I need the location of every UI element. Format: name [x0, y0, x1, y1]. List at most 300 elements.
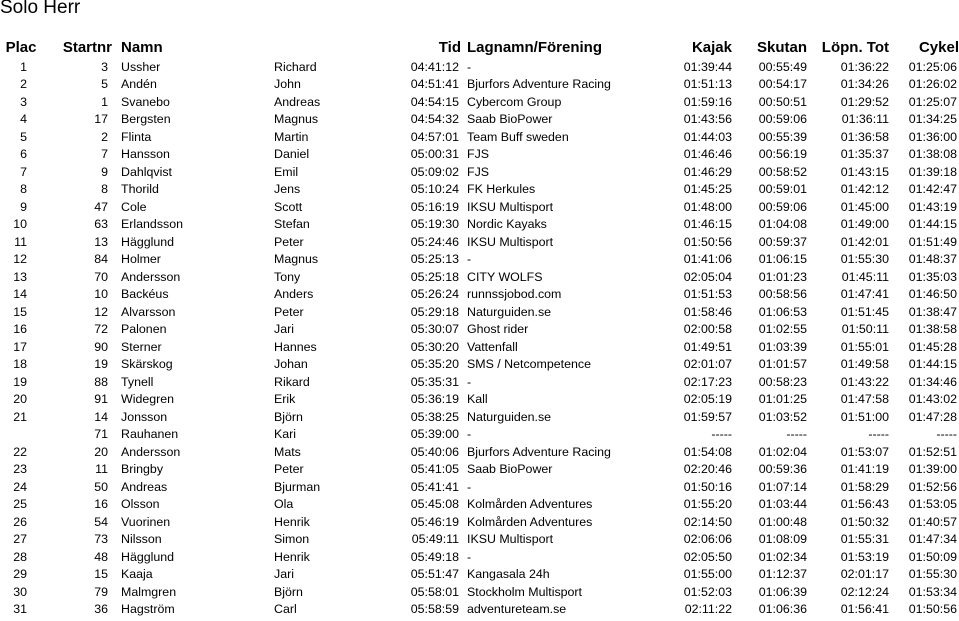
cell-plac: 28	[13, 549, 27, 564]
cell-kajak: 01:39:44	[683, 59, 732, 74]
cell-surname: Erlandsson	[121, 217, 183, 232]
cell-kajak: 01:54:08	[683, 444, 732, 459]
cell-team: runnssjobod.com	[467, 287, 562, 302]
cell-skutan: 01:03:44	[758, 497, 807, 512]
cell-firstname: Peter	[274, 462, 304, 477]
cell-skutan: 01:02:04	[758, 444, 807, 459]
table-row	[0, 513, 959, 531]
cell-skutan: 01:06:39	[758, 584, 807, 599]
results-body	[0, 58, 959, 618]
cell-surname: Tynell	[121, 374, 154, 389]
cell-cykel: 01:36:00	[908, 129, 957, 144]
cell-team: -	[467, 427, 472, 442]
page-title: Solo Herr	[0, 0, 81, 18]
cell-lopn-tot: 01:58:29	[840, 479, 889, 494]
cell-cykel: 01:53:34	[908, 584, 957, 599]
cell-plac: 15	[13, 304, 27, 319]
cell-firstname: Jens	[274, 182, 301, 197]
results-table	[0, 36, 959, 618]
cell-team: Naturguiden.se	[467, 409, 552, 424]
cell-lopn-tot: 01:45:00	[840, 199, 889, 214]
cell-startnr: 11	[95, 462, 108, 477]
cell-surname: Flinta	[121, 129, 152, 144]
cell-kajak: -----	[711, 427, 732, 442]
table-row	[0, 426, 959, 444]
cell-firstname: Daniel	[274, 147, 310, 162]
cell-firstname: Carl	[274, 602, 297, 617]
cell-plac: 31	[13, 602, 27, 617]
cell-firstname: Jari	[274, 567, 294, 582]
cell-lopn-tot: 01:47:41	[840, 287, 889, 302]
cell-tid: 05:35:20	[410, 357, 459, 372]
cell-skutan: 01:06:15	[758, 252, 807, 267]
cell-kajak: 02:01:07	[683, 357, 732, 372]
cell-startnr: 9	[101, 164, 108, 179]
cell-team: FJS	[467, 147, 490, 162]
cell-plac: 4	[20, 112, 27, 127]
cell-kajak: 02:06:06	[683, 532, 732, 547]
cell-startnr: 54	[94, 514, 108, 529]
cell-tid: 05:39:00	[410, 427, 459, 442]
cell-team: IKSU Multisport	[467, 532, 554, 547]
cell-startnr: 88	[94, 374, 108, 389]
cell-surname: Thorild	[121, 182, 159, 197]
cell-tid: 05:29:18	[410, 304, 459, 319]
table-row	[0, 496, 959, 514]
cell-kajak: 01:59:57	[683, 409, 732, 424]
cell-plac: 27	[13, 532, 27, 547]
cell-skutan: 01:06:53	[758, 304, 807, 319]
cell-kajak: 02:05:04	[683, 269, 732, 284]
cell-tid: 05:45:08	[410, 497, 459, 512]
cell-startnr: 10	[94, 287, 108, 302]
cell-surname: Andreas	[121, 479, 168, 494]
cell-lopn-tot: 01:42:01	[840, 234, 889, 249]
cell-team: IKSU Multisport	[467, 234, 554, 249]
table-row	[0, 461, 959, 479]
cell-tid: 05:00:31	[410, 147, 459, 162]
cell-firstname: Peter	[274, 304, 304, 319]
cell-lopn-tot: 02:12:24	[840, 584, 889, 599]
cell-surname: Vuorinen	[121, 514, 171, 529]
cell-startnr: 16	[94, 497, 108, 512]
cell-skutan: 00:56:19	[758, 147, 807, 162]
cell-tid: 05:38:25	[410, 409, 459, 424]
cell-tid: 05:41:05	[410, 462, 459, 477]
table-row	[0, 76, 959, 94]
cell-firstname: Mats	[274, 444, 301, 459]
cell-plac: 7	[20, 164, 27, 179]
cell-cykel: 01:51:49	[908, 234, 957, 249]
cell-cykel: 01:52:56	[908, 479, 957, 494]
cell-startnr: 13	[94, 234, 108, 249]
cell-lopn-tot: 01:45:11	[841, 269, 889, 284]
table-row	[0, 531, 959, 549]
header-skutan: Skutan	[756, 38, 807, 56]
header-startnr: Startnr	[62, 38, 112, 56]
cell-cykel: 01:38:08	[908, 147, 957, 162]
cell-tid: 05:40:06	[410, 444, 459, 459]
cell-tid: 04:57:01	[410, 129, 459, 144]
cell-skutan: 00:59:01	[758, 182, 807, 197]
cell-lopn-tot: 01:55:01	[840, 339, 889, 354]
cell-surname: Hägglund	[121, 549, 175, 564]
cell-kajak: 02:05:50	[683, 549, 732, 564]
cell-team: Nordic Kayaks	[467, 217, 547, 232]
cell-cykel: 01:34:46	[908, 374, 957, 389]
cell-kajak: 01:58:46	[683, 304, 732, 319]
table-row	[0, 566, 959, 584]
cell-startnr: 47	[94, 199, 108, 214]
table-row	[0, 601, 959, 619]
cell-cykel: 01:52:51	[908, 444, 957, 459]
cell-team: FJS	[467, 164, 490, 179]
cell-kajak: 01:46:29	[683, 164, 732, 179]
table-row	[0, 286, 959, 304]
cell-startnr: 3	[101, 59, 108, 74]
cell-surname: Andersson	[121, 444, 181, 459]
cell-team: -	[467, 59, 472, 74]
cell-firstname: Bjurman	[274, 479, 321, 494]
cell-cykel: 01:42:47	[908, 182, 957, 197]
cell-firstname: Rikard	[274, 374, 310, 389]
cell-plac: 9	[20, 199, 27, 214]
cell-lopn-tot: 01:56:41	[840, 602, 889, 617]
cell-tid: 05:16:19	[410, 199, 459, 214]
cell-startnr: 79	[94, 584, 108, 599]
cell-surname: Hansson	[121, 147, 170, 162]
cell-cykel: -----	[936, 427, 957, 442]
cell-surname: Sterner	[121, 339, 162, 354]
cell-team: -	[467, 252, 472, 267]
cell-tid: 05:58:59	[410, 602, 459, 617]
cell-cykel: 01:43:02	[908, 392, 957, 407]
cell-surname: Nilsson	[121, 532, 162, 547]
table-row	[0, 128, 959, 146]
cell-plac: 13	[13, 269, 27, 284]
cell-plac: 21	[13, 409, 27, 424]
cell-tid: 05:25:18	[410, 269, 459, 284]
cell-skutan: -----	[786, 427, 807, 442]
cell-surname: Kaaja	[121, 567, 153, 582]
header-firstname	[274, 36, 378, 58]
cell-tid: 05:30:07	[410, 322, 459, 337]
table-row	[0, 163, 959, 181]
cell-skutan: 00:59:36	[758, 462, 807, 477]
cell-lopn-tot: 01:53:19	[840, 549, 889, 564]
cell-lopn-tot: 01:53:07	[840, 444, 889, 459]
cell-tid: 04:51:41	[410, 77, 459, 92]
header-kajak: Kajak	[691, 38, 732, 56]
cell-surname: Skärskog	[121, 357, 173, 372]
table-header-row	[0, 36, 959, 58]
cell-skutan: 00:54:17	[758, 77, 807, 92]
cell-team: Bjurfors Adventure Racing	[467, 444, 611, 459]
cell-startnr: 12	[94, 304, 108, 319]
cell-team: adventureteam.se	[467, 602, 567, 617]
cell-cykel: 01:43:19	[908, 199, 957, 214]
cell-skutan: 01:04:08	[758, 217, 807, 232]
cell-skutan: 01:03:39	[758, 339, 807, 354]
header-tid: Tid	[438, 38, 461, 56]
cell-firstname: Jari	[274, 322, 294, 337]
cell-firstname: Björn	[274, 584, 303, 599]
cell-surname: Rauhanen	[121, 427, 179, 442]
cell-cykel: 01:44:15	[908, 357, 957, 372]
cell-firstname: Johan	[274, 357, 308, 372]
table-row	[0, 233, 959, 251]
cell-plac: 30	[13, 584, 27, 599]
table-row	[0, 268, 959, 286]
cell-team: Kall	[467, 392, 488, 407]
cell-plac: 20	[13, 392, 27, 407]
cell-team: SMS / Netcompetence	[467, 357, 591, 372]
cell-startnr: 73	[94, 532, 108, 547]
cell-surname: Bergsten	[121, 112, 171, 127]
cell-startnr: 15	[94, 567, 108, 582]
cell-tid: 05:09:02	[410, 164, 459, 179]
cell-startnr: 1	[101, 94, 108, 109]
cell-team: Cybercom Group	[467, 94, 562, 109]
cell-kajak: 01:52:03	[683, 584, 732, 599]
cell-firstname: Andreas	[274, 94, 321, 109]
cell-skutan: 00:55:39	[758, 129, 807, 144]
table-row	[0, 478, 959, 496]
cell-cykel: 01:38:58	[908, 322, 957, 337]
cell-skutan: 00:59:37	[758, 234, 807, 249]
cell-lopn-tot: 01:49:58	[840, 357, 889, 372]
header-lagnamn: Lagnamn/Förening	[467, 38, 602, 56]
table-row	[0, 111, 959, 129]
cell-firstname: Henrik	[274, 549, 310, 564]
cell-lopn-tot: 01:29:52	[840, 94, 889, 109]
cell-team: Stockholm Multisport	[467, 584, 582, 599]
cell-firstname: Martin	[274, 129, 309, 144]
cell-firstname: Hannes	[274, 339, 317, 354]
cell-team: Vattenfall	[467, 339, 518, 354]
cell-lopn-tot: -----	[868, 427, 889, 442]
cell-team: Ghost rider	[467, 322, 529, 337]
cell-plac: 19	[13, 374, 27, 389]
cell-tid: 05:25:13	[410, 252, 459, 267]
cell-kajak: 01:51:13	[683, 77, 732, 92]
cell-kajak: 01:41:06	[683, 252, 732, 267]
table-row	[0, 338, 959, 356]
table-row	[0, 303, 959, 321]
cell-skutan: 00:50:51	[758, 94, 807, 109]
cell-team: CITY WOLFS	[467, 269, 543, 284]
cell-lopn-tot: 01:47:58	[840, 392, 889, 407]
cell-surname: Ussher	[121, 59, 161, 74]
table-row	[0, 146, 959, 164]
cell-cykel: 01:53:05	[908, 497, 957, 512]
cell-surname: Hägglund	[121, 234, 175, 249]
cell-firstname: Erik	[274, 392, 296, 407]
cell-team: Kangasala 24h	[467, 567, 550, 582]
table-row	[0, 443, 959, 461]
cell-surname: Svanebo	[121, 94, 170, 109]
cell-plac: 2	[20, 77, 27, 92]
table-row	[0, 251, 959, 269]
cell-team: Saab BioPower	[467, 462, 553, 477]
cell-cykel: 01:45:28	[908, 339, 957, 354]
cell-surname: Jonsson	[121, 409, 168, 424]
cell-tid: 04:54:15	[410, 94, 459, 109]
cell-firstname: Kari	[274, 427, 297, 442]
cell-lopn-tot: 01:42:12	[840, 182, 889, 197]
table-row	[0, 58, 959, 76]
cell-firstname: Anders	[274, 287, 314, 302]
cell-plac	[0, 426, 42, 444]
cell-team: IKSU Multisport	[467, 199, 554, 214]
cell-cykel: 01:34:25	[908, 112, 957, 127]
table-row	[0, 373, 959, 391]
cell-surname: Dahlqvist	[121, 164, 172, 179]
cell-lopn-tot: 01:55:30	[840, 252, 889, 267]
cell-tid: 05:49:11	[411, 532, 459, 547]
cell-skutan: 01:08:09	[758, 532, 807, 547]
cell-cykel: 01:40:57	[908, 514, 957, 529]
cell-startnr: 5	[101, 77, 108, 92]
cell-skutan: 00:58:23	[758, 374, 807, 389]
cell-startnr: 17	[94, 112, 108, 127]
cell-skutan: 00:58:56	[758, 287, 807, 302]
cell-plac: 14	[13, 287, 27, 302]
cell-lopn-tot: 01:34:26	[840, 77, 889, 92]
cell-surname: Cole	[121, 199, 147, 214]
table-row	[0, 181, 959, 199]
table-row	[0, 583, 959, 601]
cell-lopn-tot: 01:51:00	[840, 409, 889, 424]
cell-plac: 23	[13, 462, 27, 477]
cell-lopn-tot: 01:36:11	[841, 112, 889, 127]
cell-plac: 17	[13, 339, 27, 354]
table-row	[0, 356, 959, 374]
cell-startnr: 90	[94, 339, 108, 354]
cell-plac: 29	[13, 567, 27, 582]
cell-firstname: Peter	[274, 234, 304, 249]
cell-team: Bjurfors Adventure Racing	[467, 77, 611, 92]
cell-cykel: 01:46:50	[908, 287, 957, 302]
cell-skutan: 01:02:34	[758, 549, 807, 564]
cell-startnr: 72	[94, 322, 108, 337]
cell-kajak: 02:05:19	[683, 392, 732, 407]
cell-lopn-tot: 01:41:19	[840, 462, 889, 477]
cell-plac: 8	[20, 182, 27, 197]
cell-startnr: 91	[94, 392, 108, 407]
cell-lopn-tot: 01:36:22	[840, 59, 889, 74]
cell-plac: 6	[20, 147, 27, 162]
cell-tid: 04:41:12	[410, 59, 459, 74]
cell-lopn-tot: 01:55:31	[840, 532, 889, 547]
cell-tid: 05:19:30	[410, 217, 459, 232]
header-plac: Plac	[5, 38, 37, 56]
table-row	[0, 216, 959, 234]
cell-tid: 05:51:47	[410, 567, 459, 582]
cell-plac: 18	[13, 357, 27, 372]
cell-startnr: 7	[101, 147, 108, 162]
cell-skutan: 00:58:52	[758, 164, 807, 179]
cell-lopn-tot: 01:50:32	[840, 514, 889, 529]
cell-cykel: 01:38:47	[908, 304, 957, 319]
cell-startnr: 70	[94, 269, 108, 284]
cell-team: -	[467, 549, 472, 564]
cell-skutan: 01:03:52	[758, 409, 807, 424]
cell-lopn-tot: 02:01:17	[840, 567, 889, 582]
cell-tid: 05:58:01	[410, 584, 459, 599]
cell-firstname: Scott	[274, 199, 303, 214]
table-row	[0, 93, 959, 111]
cell-lopn-tot: 01:56:43	[840, 497, 889, 512]
cell-lopn-tot: 01:43:22	[840, 374, 889, 389]
cell-lopn-tot: 01:50:11	[841, 322, 889, 337]
cell-plac: 1	[20, 59, 27, 74]
table-row	[0, 548, 959, 566]
cell-team: FK Herkules	[467, 182, 536, 197]
cell-plac: 11	[14, 234, 27, 249]
cell-kajak: 01:59:16	[683, 94, 732, 109]
cell-plac: 22	[13, 444, 27, 459]
cell-cykel: 01:55:30	[908, 567, 957, 582]
cell-kajak: 02:14:50	[683, 514, 732, 529]
cell-cykel: 01:25:06	[908, 59, 957, 74]
cell-surname: Palonen	[121, 322, 167, 337]
cell-cykel: 01:47:34	[908, 532, 957, 547]
cell-plac: 3	[20, 94, 27, 109]
cell-kajak: 01:43:56	[683, 112, 732, 127]
cell-plac: 16	[13, 322, 27, 337]
cell-lopn-tot: 01:49:00	[840, 217, 889, 232]
cell-surname: Andén	[121, 77, 157, 92]
cell-startnr: 63	[94, 217, 108, 232]
cell-team: -	[467, 374, 472, 389]
cell-tid: 05:41:41	[410, 479, 459, 494]
cell-team: Saab BioPower	[467, 112, 553, 127]
cell-tid: 05:35:31	[410, 374, 459, 389]
cell-cykel: 01:39:00	[908, 462, 957, 477]
cell-team: Kolmården Adventures	[467, 497, 593, 512]
cell-startnr: 71	[94, 427, 108, 442]
cell-firstname: Simon	[274, 532, 310, 547]
cell-skutan: 00:55:49	[758, 59, 807, 74]
cell-firstname: John	[274, 77, 301, 92]
cell-skutan: 01:12:37	[758, 567, 807, 582]
cell-skutan: 01:07:14	[758, 479, 807, 494]
cell-plac: 12	[13, 252, 27, 267]
cell-kajak: 01:46:46	[683, 147, 732, 162]
cell-kajak: 01:44:03	[683, 129, 732, 144]
cell-cykel: 01:50:09	[908, 549, 957, 564]
cell-skutan: 00:59:06	[758, 199, 807, 214]
cell-lopn-tot: 01:43:15	[840, 164, 889, 179]
cell-lopn-tot: 01:36:58	[840, 129, 889, 144]
cell-surname: Widegren	[121, 392, 175, 407]
cell-plac: 25	[13, 497, 27, 512]
cell-firstname: Björn	[274, 409, 303, 424]
cell-cykel: 01:35:03	[908, 269, 957, 284]
cell-skutan: 00:59:06	[758, 112, 807, 127]
cell-tid: 05:36:19	[410, 392, 459, 407]
cell-tid: 05:30:20	[410, 339, 459, 354]
cell-surname: Andersson	[121, 269, 181, 284]
cell-kajak: 01:46:15	[683, 217, 732, 232]
cell-tid: 05:10:24	[410, 182, 459, 197]
cell-tid: 04:54:32	[410, 112, 459, 127]
cell-startnr: 19	[94, 357, 108, 372]
cell-skutan: 01:06:36	[758, 602, 807, 617]
table-row	[0, 391, 959, 409]
cell-tid: 05:46:19	[410, 514, 459, 529]
